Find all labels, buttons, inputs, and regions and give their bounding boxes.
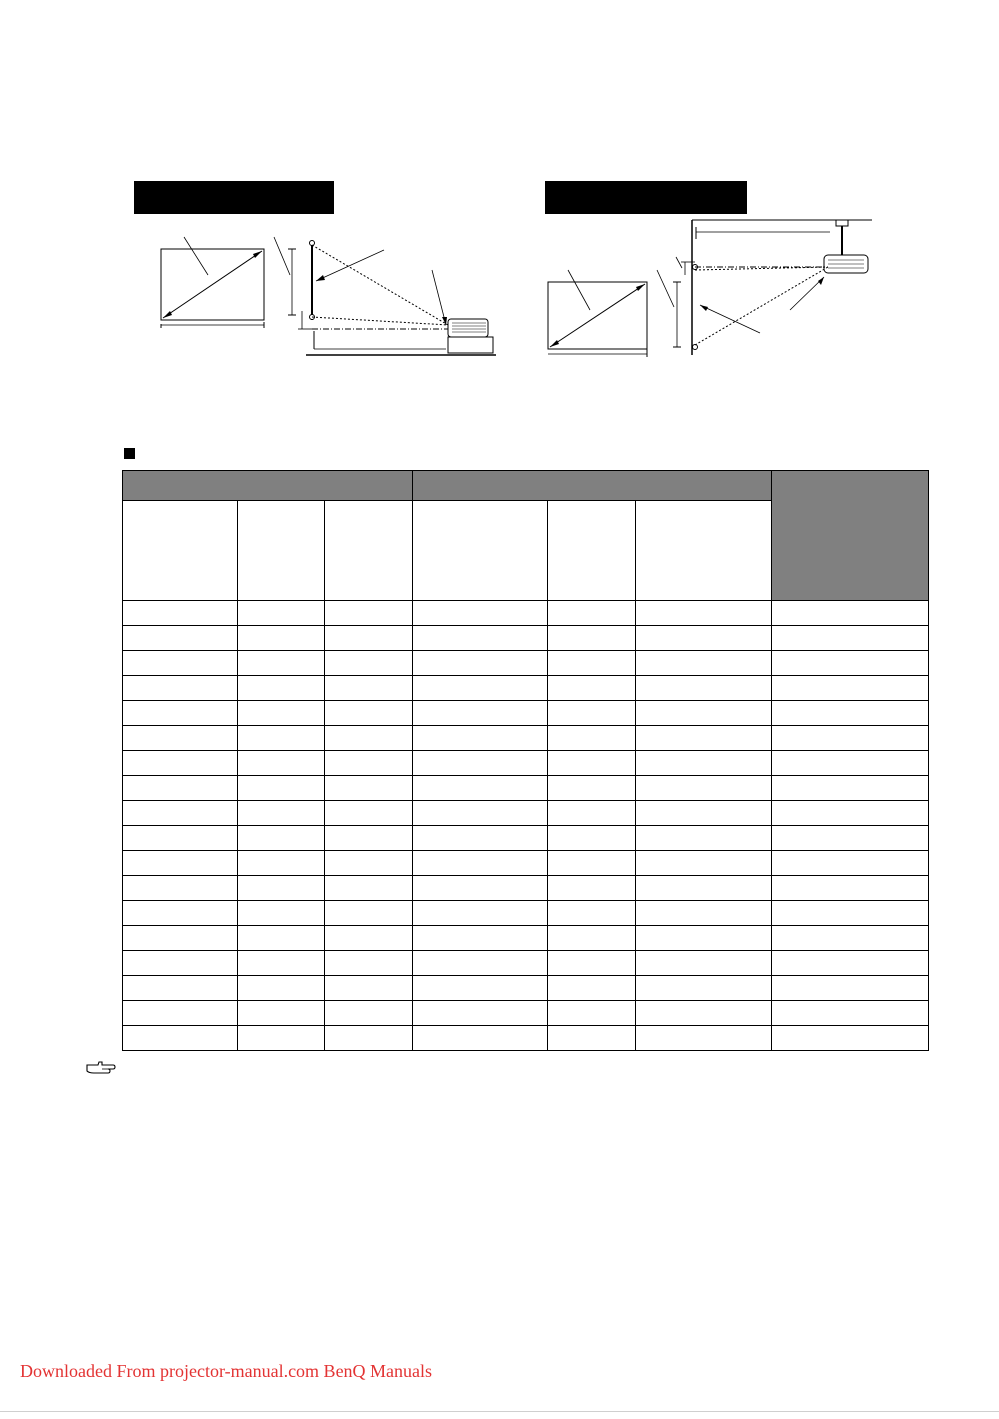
ceiling-mode-label-bar bbox=[545, 181, 747, 214]
table-cell bbox=[636, 876, 772, 901]
table-cell bbox=[123, 1001, 238, 1026]
table-cell bbox=[548, 801, 636, 826]
table-cell bbox=[238, 901, 325, 926]
table-cell bbox=[772, 851, 929, 876]
table-cell bbox=[325, 676, 413, 701]
table-cell bbox=[413, 851, 548, 876]
table-cell bbox=[123, 926, 238, 951]
table-cell bbox=[325, 826, 413, 851]
table-cell bbox=[123, 776, 238, 801]
table-cell bbox=[238, 826, 325, 851]
table-cell bbox=[636, 951, 772, 976]
table-cell bbox=[325, 801, 413, 826]
table-cell bbox=[636, 976, 772, 1001]
table-cell bbox=[772, 1026, 929, 1051]
table-cell bbox=[238, 951, 325, 976]
table-cell bbox=[413, 651, 548, 676]
table-cell bbox=[123, 651, 238, 676]
table-cell bbox=[772, 951, 929, 976]
table-cell bbox=[636, 601, 772, 626]
table-cell bbox=[413, 826, 548, 851]
table-cell bbox=[772, 976, 929, 1001]
table-cell bbox=[548, 676, 636, 701]
table-cell bbox=[548, 976, 636, 1001]
table-cell bbox=[123, 826, 238, 851]
table-cell bbox=[548, 901, 636, 926]
table-cell bbox=[548, 926, 636, 951]
table-cell bbox=[325, 1026, 413, 1051]
floor-mode-label-bar bbox=[134, 181, 334, 214]
width-subheader bbox=[325, 501, 413, 601]
table-cell bbox=[325, 776, 413, 801]
table-cell bbox=[413, 951, 548, 976]
table-cell bbox=[325, 901, 413, 926]
height-subheader bbox=[238, 501, 325, 601]
table-cell bbox=[636, 851, 772, 876]
table-cell bbox=[238, 851, 325, 876]
table-cell bbox=[123, 851, 238, 876]
table-cell bbox=[123, 676, 238, 701]
table-cell bbox=[772, 901, 929, 926]
table-cell bbox=[238, 876, 325, 901]
table-cell bbox=[548, 851, 636, 876]
table-cell bbox=[325, 1001, 413, 1026]
table-cell bbox=[772, 826, 929, 851]
table-cell bbox=[413, 776, 548, 801]
table-row bbox=[123, 701, 929, 726]
table-cell bbox=[548, 701, 636, 726]
table-cell bbox=[123, 751, 238, 776]
table-cell bbox=[636, 776, 772, 801]
vertical-offset-header bbox=[772, 471, 929, 601]
table-cell bbox=[123, 876, 238, 901]
table-cell bbox=[548, 776, 636, 801]
table-body bbox=[123, 601, 929, 1051]
table-row bbox=[123, 676, 929, 701]
table-cell bbox=[238, 1026, 325, 1051]
diagonal-subheader bbox=[123, 501, 238, 601]
projector-body bbox=[448, 319, 488, 337]
table-cell bbox=[548, 951, 636, 976]
table-cell bbox=[325, 951, 413, 976]
table-cell bbox=[413, 1026, 548, 1051]
table-cell bbox=[772, 601, 929, 626]
table-cell bbox=[325, 976, 413, 1001]
table-cell bbox=[325, 851, 413, 876]
table-cell bbox=[772, 726, 929, 751]
table-cell bbox=[636, 801, 772, 826]
table-row bbox=[123, 1026, 929, 1051]
table-row bbox=[123, 726, 929, 751]
table-cell bbox=[636, 1001, 772, 1026]
table-cell bbox=[238, 976, 325, 1001]
section-bullet bbox=[124, 448, 135, 459]
table-row bbox=[123, 951, 929, 976]
table-cell bbox=[413, 926, 548, 951]
table-cell bbox=[772, 776, 929, 801]
table-cell bbox=[772, 751, 929, 776]
table-cell bbox=[413, 801, 548, 826]
screen-diagonal-arrow bbox=[550, 284, 645, 347]
table-cell bbox=[413, 976, 548, 1001]
table-cell bbox=[325, 751, 413, 776]
table-cell bbox=[772, 926, 929, 951]
table-cell bbox=[548, 1001, 636, 1026]
table-row bbox=[123, 926, 929, 951]
table-cell bbox=[548, 1026, 636, 1051]
table-cell bbox=[636, 926, 772, 951]
table-cell bbox=[238, 651, 325, 676]
table-cell bbox=[123, 626, 238, 651]
table-row bbox=[123, 601, 929, 626]
table-row bbox=[123, 776, 929, 801]
table-cell bbox=[636, 751, 772, 776]
page-edge-divider bbox=[0, 1411, 999, 1412]
table-cell bbox=[325, 726, 413, 751]
table-cell bbox=[636, 676, 772, 701]
table-cell bbox=[548, 601, 636, 626]
table-cell bbox=[548, 876, 636, 901]
table-row bbox=[123, 826, 929, 851]
table-cell bbox=[238, 926, 325, 951]
table-cell bbox=[548, 826, 636, 851]
table-cell bbox=[772, 676, 929, 701]
table-cell bbox=[413, 901, 548, 926]
table-row bbox=[123, 751, 929, 776]
table-cell bbox=[636, 726, 772, 751]
table-cell bbox=[123, 1026, 238, 1051]
table-cell bbox=[325, 626, 413, 651]
table-cell bbox=[238, 776, 325, 801]
table-cell bbox=[413, 626, 548, 651]
table-cell bbox=[548, 651, 636, 676]
table-cell bbox=[413, 601, 548, 626]
table-cell bbox=[636, 826, 772, 851]
table-cell bbox=[636, 901, 772, 926]
table-cell bbox=[772, 876, 929, 901]
screen-diagonal-arrow bbox=[163, 251, 262, 318]
table-cell bbox=[772, 801, 929, 826]
table-cell bbox=[238, 701, 325, 726]
table-cell bbox=[238, 801, 325, 826]
table-row bbox=[123, 651, 929, 676]
table-cell bbox=[772, 1001, 929, 1026]
table-cell bbox=[123, 601, 238, 626]
table-cell bbox=[772, 651, 929, 676]
table-cell bbox=[325, 926, 413, 951]
table-cell bbox=[413, 726, 548, 751]
table-cell bbox=[636, 626, 772, 651]
screen-size-table bbox=[122, 470, 929, 1051]
floor-installation-diagram bbox=[150, 225, 500, 360]
table-cell bbox=[325, 651, 413, 676]
table-cell bbox=[325, 601, 413, 626]
table-cell bbox=[772, 701, 929, 726]
table-row bbox=[123, 901, 929, 926]
table-cell bbox=[123, 801, 238, 826]
table-cell bbox=[238, 726, 325, 751]
table-cell bbox=[238, 1001, 325, 1026]
table-cell bbox=[123, 901, 238, 926]
table-cell bbox=[238, 601, 325, 626]
table-row bbox=[123, 1001, 929, 1026]
projection-distance-header bbox=[413, 471, 772, 501]
table-cell bbox=[636, 701, 772, 726]
table-cell bbox=[548, 751, 636, 776]
table-cell bbox=[238, 676, 325, 701]
table-cell bbox=[413, 876, 548, 901]
table-cell bbox=[413, 1001, 548, 1026]
table-row bbox=[123, 626, 929, 651]
table-cell bbox=[413, 676, 548, 701]
table-cell bbox=[123, 726, 238, 751]
table-cell bbox=[238, 626, 325, 651]
footer-download-link[interactable]: Downloaded From projector-manual.com BenQ Manuals bbox=[20, 1361, 433, 1381]
table-cell bbox=[123, 976, 238, 1001]
min-distance-subheader bbox=[413, 501, 548, 601]
table-row bbox=[123, 876, 929, 901]
table-cell bbox=[413, 751, 548, 776]
table-cell bbox=[325, 876, 413, 901]
ceiling-installation-diagram bbox=[540, 215, 880, 360]
table-cell bbox=[636, 651, 772, 676]
table-row bbox=[123, 851, 929, 876]
table-cell bbox=[123, 951, 238, 976]
table-cell bbox=[772, 626, 929, 651]
table-cell bbox=[238, 751, 325, 776]
note-hand-icon bbox=[86, 1060, 116, 1076]
table-row bbox=[123, 801, 929, 826]
max-distance-subheader bbox=[636, 501, 772, 601]
table-cell bbox=[325, 701, 413, 726]
table-cell bbox=[548, 726, 636, 751]
average-subheader bbox=[548, 501, 636, 601]
table-cell bbox=[548, 626, 636, 651]
table-cell bbox=[636, 1026, 772, 1051]
table-cell bbox=[123, 701, 238, 726]
table-cell bbox=[413, 701, 548, 726]
table-row bbox=[123, 976, 929, 1001]
screen-dimensions-header bbox=[123, 471, 413, 501]
